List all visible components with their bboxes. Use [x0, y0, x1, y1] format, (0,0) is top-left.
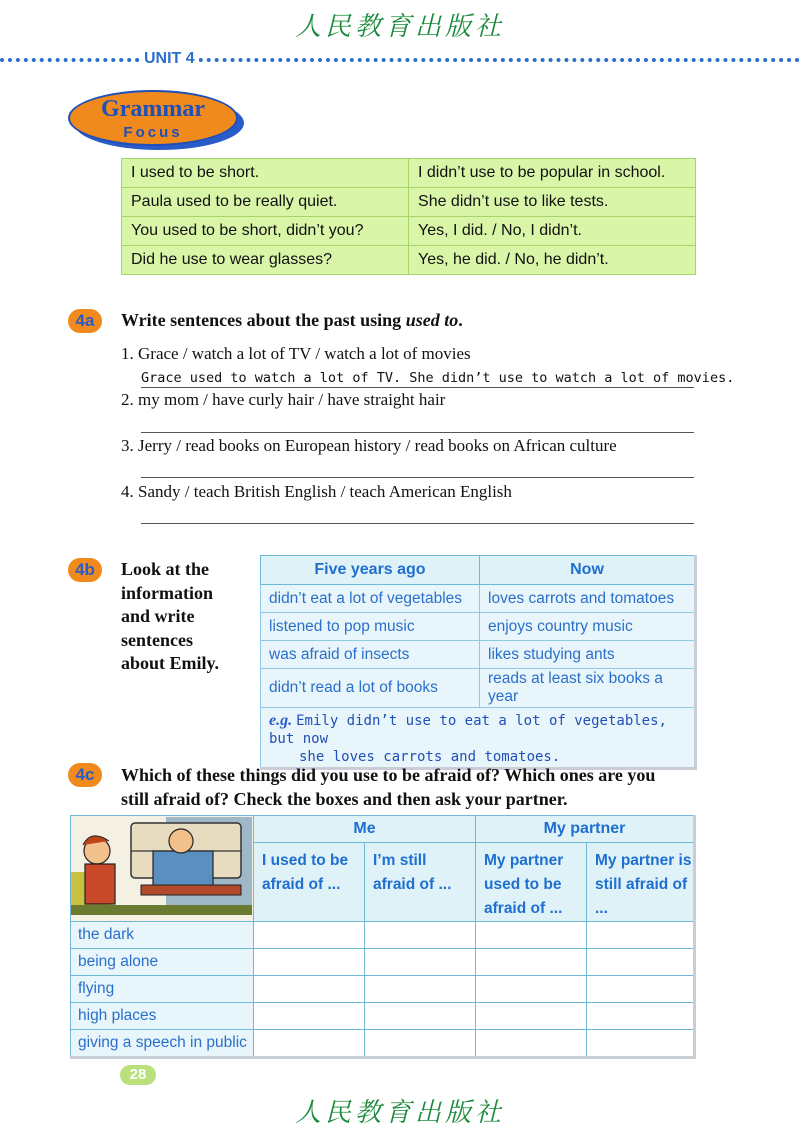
checkbox-cell[interactable] — [476, 922, 587, 949]
instruction-text: Write sentences about the past using — [121, 310, 406, 330]
example-cell — [261, 708, 696, 769]
sub-header-line: I’m still — [373, 852, 427, 869]
sub-header-line: afraid of ... — [262, 876, 341, 893]
grammar-focus-table — [121, 158, 696, 275]
table-row — [122, 246, 696, 275]
group-header-me: Me — [254, 816, 476, 843]
table-cell: reads at least six books a year — [480, 669, 696, 708]
table-cell: listened to pop music — [261, 613, 480, 641]
checkbox-cell[interactable] — [587, 949, 695, 976]
checkbox-cell[interactable] — [254, 949, 365, 976]
emily-info-table — [260, 555, 697, 770]
instruction-line: still afraid of? Check the boxes and then ask your partner. — [121, 789, 568, 809]
table-row — [261, 585, 696, 613]
checkbox-cell[interactable] — [254, 976, 365, 1003]
exercise-4b-instruction — [121, 558, 219, 676]
sub-header-line: ... — [595, 900, 608, 917]
checkbox-cell[interactable] — [587, 976, 695, 1003]
checkbox-cell[interactable] — [587, 1003, 695, 1030]
row-label: giving a speech in public — [71, 1030, 254, 1058]
table-row — [122, 188, 696, 217]
eg-label: e.g. — [269, 712, 293, 729]
grammar-cell: Paula used to be really quiet. — [122, 188, 409, 217]
exercise-tag-4a: 4a — [68, 309, 102, 333]
instruction-suffix: . — [458, 310, 463, 330]
eg-line-1: Emily didn’t use to eat a lot of vegetables, but now — [269, 713, 667, 747]
unit-label: UNIT 4 — [140, 50, 199, 68]
exercise-tag-4c: 4c — [68, 763, 102, 787]
sub-header-line: My partner — [484, 852, 564, 869]
table-cell: was afraid of insects — [261, 641, 480, 669]
sub-header-line: afraid of ... — [484, 900, 563, 917]
checkbox-cell[interactable] — [365, 1003, 476, 1030]
column-header: Five years ago — [261, 556, 480, 585]
table-row — [71, 1030, 695, 1058]
sub-header-line: afraid of ... — [373, 876, 452, 893]
sub-header — [587, 843, 695, 922]
instruction-line: information — [121, 582, 213, 603]
instruction-line: and write — [121, 606, 195, 626]
badge-title: Grammar — [101, 96, 205, 122]
grammar-cell: You used to be short, didn’t you? — [122, 217, 409, 246]
table-cell: loves carrots and tomatoes — [480, 585, 696, 613]
instruction-italic: used to — [405, 310, 459, 330]
grammar-cell: Yes, he did. / No, he didn’t. — [409, 246, 696, 275]
checkbox-cell[interactable] — [254, 1030, 365, 1058]
column-header: Now — [480, 556, 696, 585]
checkbox-cell[interactable] — [365, 976, 476, 1003]
table-row — [261, 641, 696, 669]
checkbox-cell[interactable] — [365, 1030, 476, 1058]
exercise-4a-item-3: 3. Jerry / read books on European history / read books on African culture — [121, 436, 617, 455]
sub-header-line: I used to be — [262, 852, 349, 869]
table-cell: likes studying ants — [480, 641, 696, 669]
instruction-line: Look at the — [121, 559, 210, 579]
eg-line-2: she loves carrots and tomatoes. — [299, 749, 561, 765]
checkbox-cell[interactable] — [587, 922, 695, 949]
afraid-checklist-table — [70, 815, 696, 1059]
publisher-footer: 人民教育出版社 — [294, 1098, 505, 1128]
sub-header — [476, 843, 587, 922]
badge-subtitle: Focus — [123, 124, 183, 141]
grammar-cell: I didn’t use to be popular in school. — [409, 159, 696, 188]
checkbox-cell[interactable] — [476, 976, 587, 1003]
sub-header-line: My partner is — [595, 852, 692, 869]
example-row — [261, 708, 696, 769]
exercise-4a-item-1: 1. Grace / watch a lot of TV / watch a lot of movies — [121, 344, 471, 363]
table-cell: enjoys country music — [480, 613, 696, 641]
answer-line — [141, 387, 694, 388]
exercise-4a-instruction — [121, 310, 463, 331]
checkbox-cell[interactable] — [365, 922, 476, 949]
checkbox-cell[interactable] — [476, 1030, 587, 1058]
table-row — [122, 217, 696, 246]
table-row — [261, 613, 696, 641]
answer-line[interactable] — [141, 432, 694, 433]
sub-header-line: still afraid of — [595, 876, 688, 893]
exercise-tag-4b: 4b — [68, 558, 102, 582]
exercise-4a-item-2: 2. my mom / have curly hair / have straight hair — [121, 390, 446, 409]
row-label: high places — [71, 1003, 254, 1030]
checkbox-cell[interactable] — [365, 949, 476, 976]
answer-line[interactable] — [141, 477, 694, 478]
sub-header — [365, 843, 476, 922]
checkbox-cell[interactable] — [587, 1030, 695, 1058]
group-header-partner: My partner — [476, 816, 695, 843]
table-row — [71, 1003, 695, 1030]
instruction-line: about Emily. — [121, 653, 220, 673]
checkbox-cell[interactable] — [254, 922, 365, 949]
exercise-4c-instruction — [121, 763, 655, 811]
grammar-focus-badge — [68, 90, 244, 150]
row-label: being alone — [71, 949, 254, 976]
checkbox-cell[interactable] — [476, 949, 587, 976]
row-label: flying — [71, 976, 254, 1003]
grammar-cell: She didn’t use to like tests. — [409, 188, 696, 217]
exercise-4a-item-4: 4. Sandy / teach British English / teach American English — [121, 482, 512, 501]
grammar-cell: Did he use to wear glasses? — [122, 246, 409, 275]
table-row — [71, 949, 695, 976]
table-cell: didn’t eat a lot of vegetables — [261, 585, 480, 613]
table-header-row — [261, 556, 696, 585]
table-header-row — [71, 816, 695, 843]
table-row — [261, 669, 696, 708]
example-answer: Grace used to watch a lot of TV. She didn’t use to watch a lot of movies. — [141, 370, 735, 386]
grammar-cell: I used to be short. — [122, 159, 409, 188]
table-row — [71, 976, 695, 1003]
sub-header-line: used to be — [484, 876, 562, 893]
page-number: 28 — [120, 1065, 156, 1085]
checkbox-cell[interactable] — [476, 1003, 587, 1030]
table-cell: didn’t read a lot of books — [261, 669, 480, 708]
grammar-cell: Yes, I did. / No, I didn’t. — [409, 217, 696, 246]
instruction-line: Which of these things did you use to be afraid of? Which ones are you — [121, 765, 656, 785]
cartoon-illustration — [71, 816, 254, 922]
cartoon-image — [71, 817, 252, 915]
unit-divider — [0, 58, 800, 62]
checkbox-cell[interactable] — [254, 1003, 365, 1030]
table-row — [122, 159, 696, 188]
publisher-header: 人民教育出版社 — [294, 12, 505, 42]
sub-header — [254, 843, 365, 922]
answer-line[interactable] — [141, 523, 694, 524]
table-row — [71, 922, 695, 949]
instruction-line: sentences — [121, 629, 193, 650]
row-label: the dark — [71, 922, 254, 949]
